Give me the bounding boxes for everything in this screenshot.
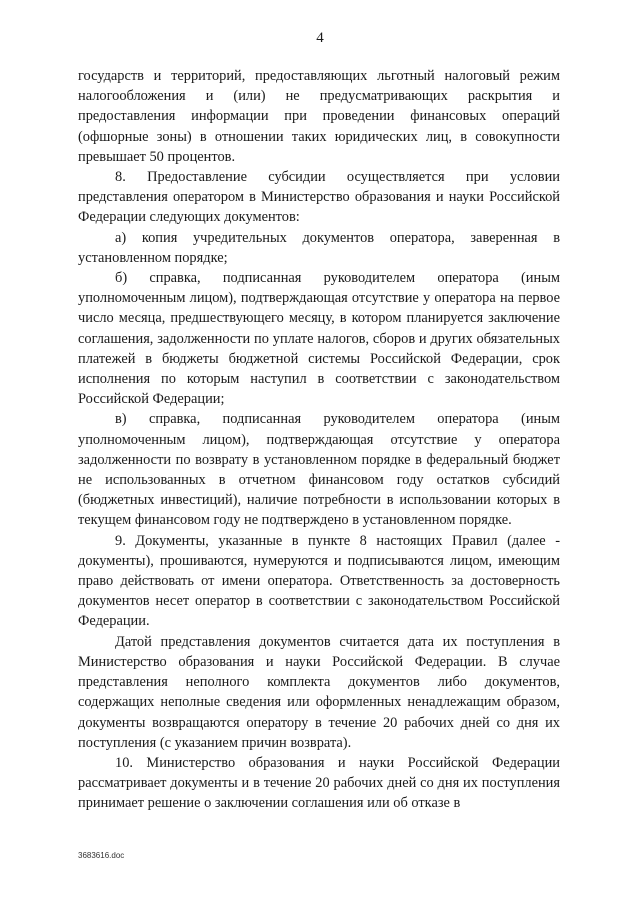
paragraph: 10. Министерство образования и науки Российской Федерации рассматривает документы и в течение 20 рабочих дней со дня их поступления принимает решение о заключении соглашения или об отказе в xyxy=(78,754,560,812)
paragraph: государств и территорий, предоставляющих льготный налоговый режим налогообложения и (или) не предусматривающих раскрытия и предоставления информации при проведении финансовых операций (офшорные зоны) в отношении таких юридических лиц, в совокупности превышает 50 процентов. xyxy=(78,68,560,165)
paragraph: 9. Документы, указанные в пункте 8 настоящих Правил (далее - документы), прошиваются, нумеруются и подписываются лицом, имеющим право действовать от имени оператора. Ответственность за достоверность документов несет оператор в соответствии с законодательством Российской Федерации. xyxy=(78,532,560,630)
paragraph: в) справка, подписанная руководителем оператора (иным уполномоченным лицом), подтверждающая отсутствие у оператора задолженности по возврату в установленном порядке в федеральный бюджет не использованных в отчетном финансовом году остатков субсидий (бюджетных инвестиций), наличие потребности в использовании которых в текущем финансовом году не подтверждено в установленном порядке. xyxy=(78,411,560,529)
paragraph: а) копия учредительных документов оператора, заверенная в установленном порядке; xyxy=(78,229,560,266)
document-body xyxy=(78,66,560,814)
paragraph: Датой представления документов считается дата их поступления в Министерство образования и науки Российской Федерации. В случае представления неполного комплекта документов либо документов, содержащих неполные сведения или оформленных ненадлежащим образом, документы возвращаются оператору в течение 20 рабочих дней со дня их поступления (с указанием причин возврата). xyxy=(78,633,560,751)
page-number: 4 xyxy=(316,30,324,46)
paragraph: б) справка, подписанная руководителем оператора (иным уполномоченным лицом), подтверждающая отсутствие у оператора на первое число месяца, предшествующего месяцу, в котором планируется заключение соглашения, задолженности по уплате налогов, сборов и других обязательных платежей в бюджеты бюджетной системы Российской Федерации, срок исполнения по которым наступил в соответствии с законодательством Российской Федерации; xyxy=(78,270,560,408)
paragraph: 8. Предоставление субсидии осуществляется при условии представления оператором в Министерство образования и науки Российской Федерации следующих документов: xyxy=(78,169,560,226)
footer-filename: 3683616.doc xyxy=(78,851,125,860)
